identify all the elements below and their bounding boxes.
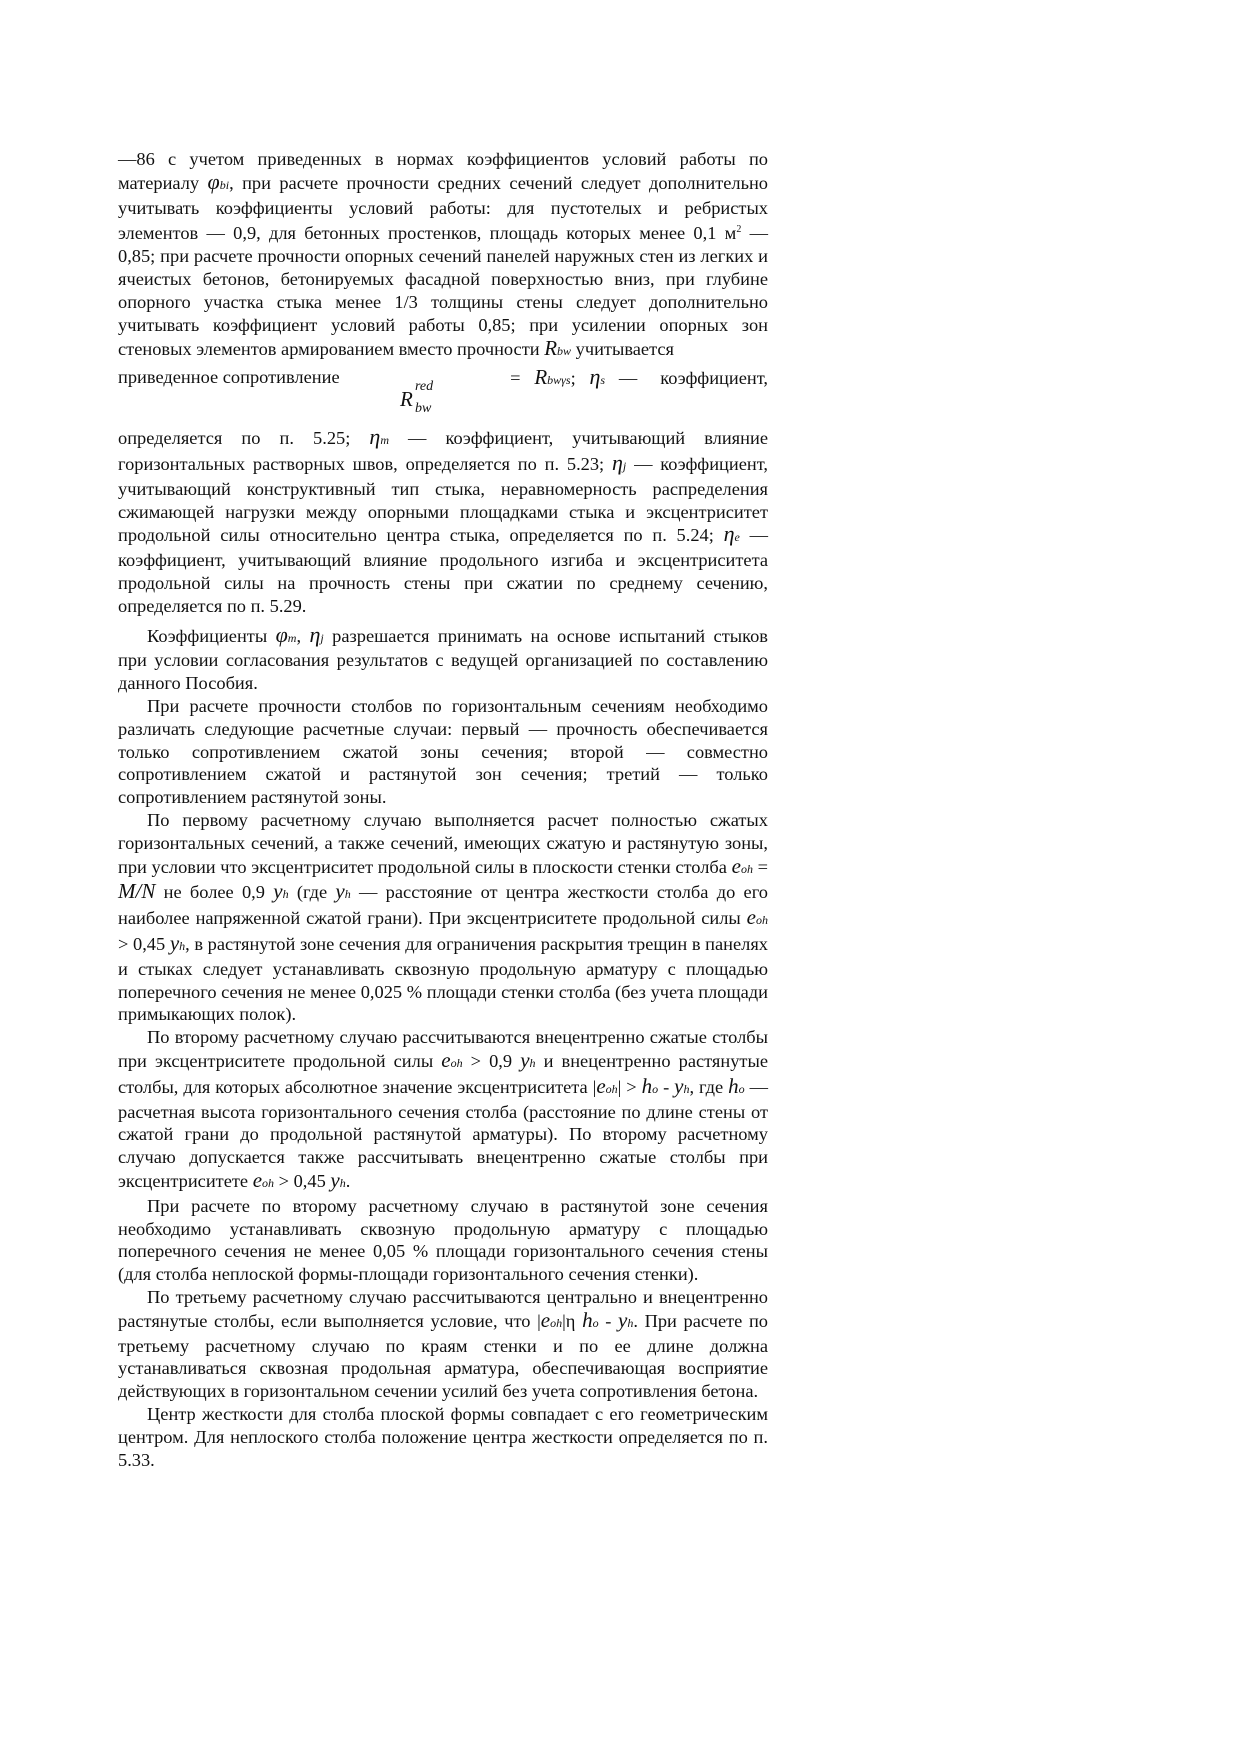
paragraph-2: определяется по п. 5.25; ηm — коэффициент, учитывающий влияние горизонтальных растворных швов, определяется по п. 5.23; ηj — коэффициент, учитывающий конструктивный тип стыка, неравномерность распределения сжимающей нагрузки между опорными площадками стыка и эксцентриситет продольной силы относительно центра стыка, определяется по п. 5.24; ηe —коэффициент, учитывающий влияние продольного изгиба и эксцентриситета продольной силы на прочность стены при сжатии по среднему сечению, определяется по п. 5.29. [118,424,768,616]
paragraph-9: Центр жесткости для столба плоской формы совпадает с его геометрическим центром. Для неплоского столба положение центра жесткости определяется по п. 5.33. [118,1403,768,1470]
formula-line [118,366,768,420]
paragraph-8: По третьему расчетному случаю рассчитываются центрально и внецентренно растянутые столбы, если выполняется условие, что |eoh|η ho - yh. При расчете по третьему расчетному случаю по краям стенки и по ее длине должна устанавливаться сквозная продольная арматура, обеспечивающая восприятие действующих в горизонтальном сечении усилий без учета сопротивления бетона. [118,1286,768,1402]
formula-label: приведенное сопротивление [118,367,340,388]
paragraph-1: —86 с учетом приведенных в нормах коэффициентов условий работы по материалу φbi, при расчете прочности средних сечений следует дополнительно учитывать коэффициенты условий работы: для пустотелых и ребристых элементов — 0,9, для бетонных простенков, площадь которых менее 0,1 $м^2$ — 0,85; при расчете прочности опорных сечений панелей наружных стен из легких и ячеистых бетонов, бетонируемых фасадной поверхностью вниз, при глубине опорного участка стыка менее 1/3 толщины стены следует дополнительно учитывать коэффициент условий работы 0,85; при усилении опорных зон стеновых элементов армированием вместо прочности Rbw учитывается [118,149,768,360]
formula-expression: = Rbwγs; ηs — коэффициент, [510,364,768,390]
paragraph-6: По второму расчетному случаю рассчитываются внецентренно сжатые столбы при эксцентриситете продольной силы eoh > 0,9 yh и внецентренно растянутые столбы, для которых абсолютное значение эксцентриситета |eoh| > ho - yh, где ho — расчетная высота горизонтального сечения столба (расстояние по длине стены от сжатой грани до продольной растянутой арматуры). По второму расчетному случаю допускается также рассчитывать внецентренно сжатые столбы при эксцентриситете eoh > 0,45 yh. [118,1027,768,1192]
paragraph-5: По первому расчетному случаю выполняется расчет полностью сжатых горизонтальных сечений, а также сечений, имеющих сжатую и растянутую зоны, при условии что эксцентриситет продольной силы в плоскости стенки столба eoh = M/N не более 0,9 yh (где yh — расстояние от центра жесткости столба до его наиболее напряженной сжатой грани). При эксцентриситете продольной силы eoh > 0,45 yh, в растянутой зоне сечения для ограничения раскрытия трещин в панелях и стыках следует устанавливать сквозную продольную арматуру с площадью поперечного сечения не менее 0,025 % площади стенки столба (без учета площади примыкающих полок). [118,810,768,1025]
document-body [118,148,768,1471]
paragraph-3: Коэффициенты φm, ηj разрешается принимать на основе испытаний стыков при условии согласования результатов с ведущей организацией по составлению данного Пособия. [118,621,768,694]
paragraph-4: При расчете прочности столбов по горизонтальным сечениям необходимо различать следующие расчетные случаи: первый — прочность обеспечивается только сопротивлением сжатой зоны сечения; второй — совместно сопротивлением сжатой и растянутой зон сечения; третий — только сопротивлением растянутой зоны. [118,696,768,808]
paragraph-7: При расчете по второму расчетному случаю в растянутой зоне сечения необходимо устанавливать сквозную продольную арматуру с площадью поперечного сечения не менее 0,05 % площади горизонтального сечения стены (для столба неплоской формы-площади горизонтального сечения стенки). [118,1195,768,1285]
formula-r-bw-red: R red bw [400,379,434,417]
